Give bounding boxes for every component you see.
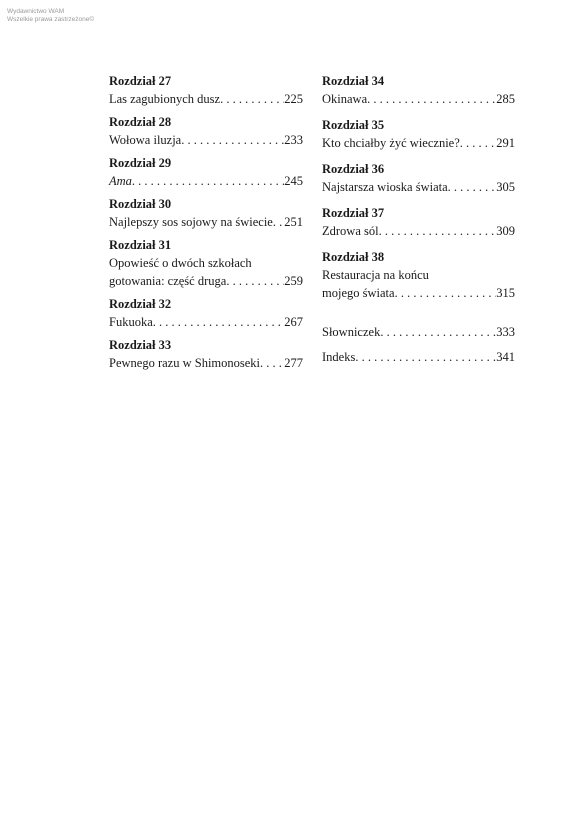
glossary-title: Słowniczek — [322, 325, 381, 339]
dot-leader — [153, 313, 285, 331]
toc-entry — [109, 236, 303, 290]
page-number: 285 — [496, 92, 515, 106]
chapter-title: mojego świata — [322, 286, 395, 300]
toc-line — [109, 354, 303, 372]
page-number: 291 — [496, 136, 515, 150]
chapter-number: Rozdział 35 — [322, 118, 385, 132]
chapter-number: Rozdział 30 — [109, 197, 172, 211]
dot-leader — [379, 222, 497, 240]
toc-entry — [322, 248, 515, 302]
dot-leader — [220, 90, 284, 108]
dot-leader — [355, 348, 496, 366]
toc-entry — [109, 195, 303, 231]
toc-line — [322, 284, 515, 302]
chapter-title-line1: Restauracja na końcu — [322, 268, 429, 282]
chapter-title: Las zagubionych dusz — [109, 92, 221, 106]
toc-left-column — [109, 72, 303, 377]
toc-entry — [109, 72, 303, 108]
dot-leader — [448, 178, 497, 196]
chapter-title-line1: Opowieść o dwóch szkołach — [109, 256, 252, 270]
chapter-number: Rozdział 33 — [109, 338, 172, 352]
chapter-title: Wołowa iluzja — [109, 133, 182, 147]
page-number: 245 — [284, 174, 303, 188]
dot-leader — [367, 90, 496, 108]
toc-entry — [109, 113, 303, 149]
page-number: 333 — [496, 325, 515, 339]
toc-line-index — [322, 348, 515, 366]
page-number: 305 — [496, 180, 515, 194]
chapter-number: Rozdział 27 — [109, 74, 172, 88]
dot-leader — [460, 134, 496, 152]
page-number: 341 — [496, 350, 515, 364]
page-number: 309 — [496, 224, 515, 238]
toc-entry — [109, 295, 303, 331]
chapter-number: Rozdział 34 — [322, 74, 385, 88]
toc-line — [109, 213, 303, 231]
chapter-number: Rozdział 38 — [322, 250, 385, 264]
watermark-publisher: Wydawnictwo WAM — [7, 8, 65, 15]
dot-leader — [181, 131, 284, 149]
toc-right-column — [322, 72, 515, 373]
chapter-title: Fukuoka — [109, 315, 153, 329]
dot-leader — [132, 172, 284, 190]
toc-entry — [322, 72, 515, 108]
chapter-number: Rozdział 28 — [109, 115, 172, 129]
dot-leader — [395, 284, 497, 302]
section-spacer — [322, 310, 515, 323]
chapter-title: Najstarsza wioska świata — [322, 180, 448, 194]
index-title: Indeks — [322, 350, 356, 364]
dot-leader — [273, 213, 284, 231]
chapter-title: Kto chciałby żyć wiecznie? — [322, 136, 460, 150]
chapter-number: Rozdział 36 — [322, 162, 385, 176]
chapter-title: Najlepszy sos sojowy na świecie — [109, 215, 273, 229]
toc-line — [109, 172, 303, 190]
toc-entry — [109, 336, 303, 372]
chapter-number: Rozdział 37 — [322, 206, 385, 220]
dot-leader — [260, 354, 284, 372]
toc-line — [109, 272, 303, 290]
chapter-title: Pewnego razu w Shimonoseki — [109, 356, 261, 370]
page-number: 251 — [284, 215, 303, 229]
toc-line — [322, 222, 515, 240]
chapter-title: Okinawa — [322, 92, 368, 106]
toc-entry — [322, 204, 515, 240]
toc-line-glossary — [322, 323, 515, 341]
toc-line — [322, 90, 515, 108]
chapter-number: Rozdział 32 — [109, 297, 172, 311]
dot-leader — [226, 272, 284, 290]
page-number: 315 — [496, 286, 515, 300]
page-number: 225 — [284, 92, 303, 106]
chapter-title: gotowania: część druga — [109, 274, 227, 288]
toc-line — [109, 313, 303, 331]
chapter-title: Ama — [109, 174, 132, 188]
chapter-number: Rozdział 29 — [109, 156, 172, 170]
toc-line — [322, 134, 515, 152]
toc-line — [109, 90, 303, 108]
page-number: 277 — [284, 356, 303, 370]
page-number: 259 — [284, 274, 303, 288]
page-number: 267 — [284, 315, 303, 329]
watermark — [7, 8, 94, 24]
toc-line — [322, 178, 515, 196]
watermark-copyright: Wszelkie prawa zastrzeżone© — [7, 16, 95, 23]
page-number: 233 — [284, 133, 303, 147]
toc-entry — [322, 160, 515, 196]
chapter-title: Zdrowa sól — [322, 224, 379, 238]
toc-line — [109, 131, 303, 149]
dot-leader — [380, 323, 496, 341]
toc-entry — [322, 116, 515, 152]
chapter-number: Rozdział 31 — [109, 238, 172, 252]
toc-entry — [109, 154, 303, 190]
